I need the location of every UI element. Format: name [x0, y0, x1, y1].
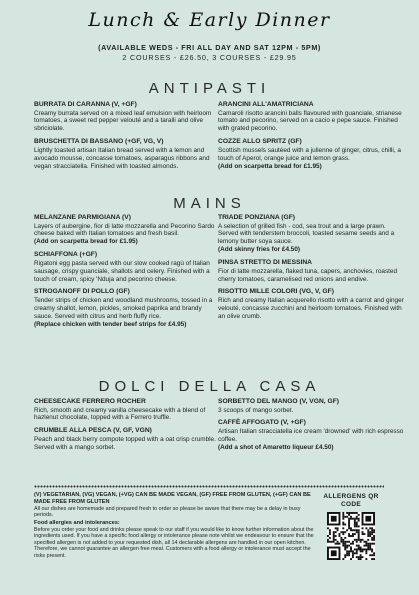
dietary-key: (V) VEGETARIAN, (VG) VEGAN, (+VG) CAN BE MADE VEGAN, (GF) FREE FROM GLUTEN, (+GF) CAN BE MADE FREE FROM GLUTEN — [34, 492, 311, 505]
menu-item — [34, 101, 222, 133]
dolci-heading: DOLCI DELLA CASA — [98, 378, 321, 395]
menu-item — [218, 398, 406, 414]
menu-item — [34, 214, 222, 246]
dolci-left-column — [34, 398, 222, 457]
menu-item — [218, 101, 406, 133]
footer-notes — [34, 492, 314, 559]
menu-item-name: CAFFÈ AFFOGATO (V, +GF) — [218, 419, 306, 427]
menu-item — [34, 427, 222, 451]
menu-item-name: BRUSCHETTA DI BASSANO (+GF, VG, V) — [34, 138, 164, 146]
menu-item-addon: (Replace chicken with tender beef strips for £4.95) — [34, 320, 187, 328]
menu-item-name: SCHIAFFONA (+GF) — [34, 251, 98, 259]
menu-item-name: RISOTTO MILLE COLORI (VG, V, GF) — [218, 288, 334, 296]
menu-item-description: Rigatoni egg pasta served with our slow cooked ragù of Italian sausage, crispy guanciale, shallots and celery. Finished with a touch of cream, spicy 'Nduja and pecorino cheese. — [34, 259, 210, 283]
menu-item-name: PINSA STRETTO DI MESSINA — [218, 259, 313, 267]
menu-item-description: Rich, smooth and creamy vanilla cheesecake with a blend of hazlenut chocolate, topped with a Ferrero truffle. — [34, 406, 206, 422]
antipasti-left-column — [34, 101, 222, 175]
menu-item-description: Scottish mussels sautéed with a julienne of ginger, citrus, chilli, a touch of Aperol, orange juice and lemon grass. — [218, 146, 401, 162]
menu-item — [218, 138, 406, 170]
menu-item-description: A selection of grilled fish - cod, sea trout and a large prawn. Served with tenderstem broccoli, toasted sesame seeds and a lemony butter soya sauce. — [218, 222, 395, 246]
menu-item-description: Creamy burrata served on a mixed leaf emulsion with heirloom tomatoes, a sweet red pepper velouté and a taralli and olive sbriciolate. — [34, 109, 212, 133]
menu-item-description: Rich and creamy Italian acquerello risotto with a carrot and ginger velouté, concasse zucchini and heirloom tomatoes. Finished with an olive crumb. — [218, 296, 404, 320]
mains-heading: MAINS — [173, 195, 246, 212]
menu-item-name: COZZE ALLO SPRITZ (GF) — [218, 138, 302, 146]
qr-label: ALLERGENS QR CODE — [323, 493, 379, 508]
mains-left-column — [34, 214, 222, 334]
preparation-note: All our dishes are homemade and prepared fresh to order so please be aware that there may be a delay in busy periods. — [34, 505, 301, 519]
menu-item-addon: (Add on scarpetta bread for £1.95) — [34, 238, 138, 246]
menu-item-addon: (Add on scarpetta bread for £1.95) — [218, 162, 322, 170]
menu-item-addon: (Add a shot of Amaretto liqueur £4.50) — [218, 443, 334, 451]
menu-item — [218, 259, 406, 283]
antipasti-heading: ANTIPASTI — [148, 80, 271, 97]
allergy-text: Before you order your food and drinks please speak to our staff if you would like to know further information about the ingredients used. If you have a specific food allergy or intolerance please note whilst we endeavour to ensure that the specified allergen is not added to your requested dish, all 14 declarable allergens are handled in our open kitchen. Therefore, we cannot guarantee an allergen free meal. Customers with a food allergy or intolerance must accept the risks present. — [34, 526, 314, 559]
mains-right-column — [218, 214, 406, 326]
menu-item-description: Tender strips of chicken and woodland mushrooms, tossed in a creamy shallot, lemon, pickles, smoked paprika and brandy sauce. Served with citrus and herb fluffy rice. — [34, 296, 213, 320]
menu-item-name: CHEESECAKE FERRERO ROCHER — [34, 398, 146, 405]
antipasti-right-column — [218, 101, 406, 175]
menu-item — [34, 398, 222, 422]
availability-note: (AVAILABLE WEDS - FRI ALL DAY AND SAT 12PM - 5PM) — [98, 43, 321, 52]
menu-item-description: Artisan Italian stracciatella ice cream 'drowned' with rich espresso coffee. — [218, 427, 404, 443]
menu-item-name: ARANCINI ALL'AMATRICIANA — [218, 101, 314, 108]
menu-item-description: Fior di latte mozzarella, flaked tuna, capers, anchovies, roasted cherry tomatoes, caramelised red onions and endive. — [218, 267, 398, 283]
dotted-divider — [34, 485, 384, 488]
menu-item — [34, 288, 222, 328]
menu-item — [34, 138, 222, 170]
menu-item-name: BURRATA DI CARANNA (V, +GF) — [34, 101, 137, 108]
menu-title: Lunch & Early Dinner — [88, 9, 331, 31]
menu-item-name: SORBETTO DEL MANGO (V, VGN, GF) — [218, 398, 340, 405]
menu-item-name: TRIADE PONZIANA (GF) — [218, 214, 296, 221]
menu-item-description: Peach and black berry compote topped with a oat crisp crumble. Served with a mango sorbet. — [34, 435, 216, 451]
allergy-heading: Food allergies and intolerances: — [34, 519, 120, 526]
menu-item-description: Lightly toasted artisan Italian bread served with a lemon and avocado mousse, concasse tomatoes, asparagus ribbons and vegan stracciatella. Finished with toasted almonds. — [34, 146, 210, 170]
menu-item-description: 3 scoops of mango sorbet. — [218, 406, 294, 414]
menu-item — [34, 251, 222, 283]
menu-item — [218, 288, 406, 320]
menu-item-description: Camaroli risotto arancini balls flavoured with guanciale, strianese tomato and pecorino, served on a cacio e pepe sauce. Finished with grated pecorino. — [218, 109, 402, 133]
menu-item-name: MELANZANE PARMIGIANA (V) — [34, 214, 131, 221]
menu-item-addon: (Add skinny fries for £4.50) — [218, 246, 301, 254]
menu-item-name: CRUMBLE ALLA PESCA (V, GF, VGN) — [34, 427, 152, 435]
dolci-right-column — [218, 398, 406, 457]
allergens-qr-code[interactable] — [327, 512, 375, 560]
course-prices: 2 COURSES - £26.50, 3 COURSES - £29.95 — [122, 53, 297, 62]
menu-item — [218, 214, 406, 254]
menu-item-name: STROGANOFF DI POLLO (GF) — [34, 288, 130, 296]
menu-item-description: Layers of aubergine, fior di latte mozzarella and Pecorino Sardo cheese baked with Italian tomatoes and fresh basil. — [34, 222, 215, 238]
menu-item — [218, 419, 406, 451]
